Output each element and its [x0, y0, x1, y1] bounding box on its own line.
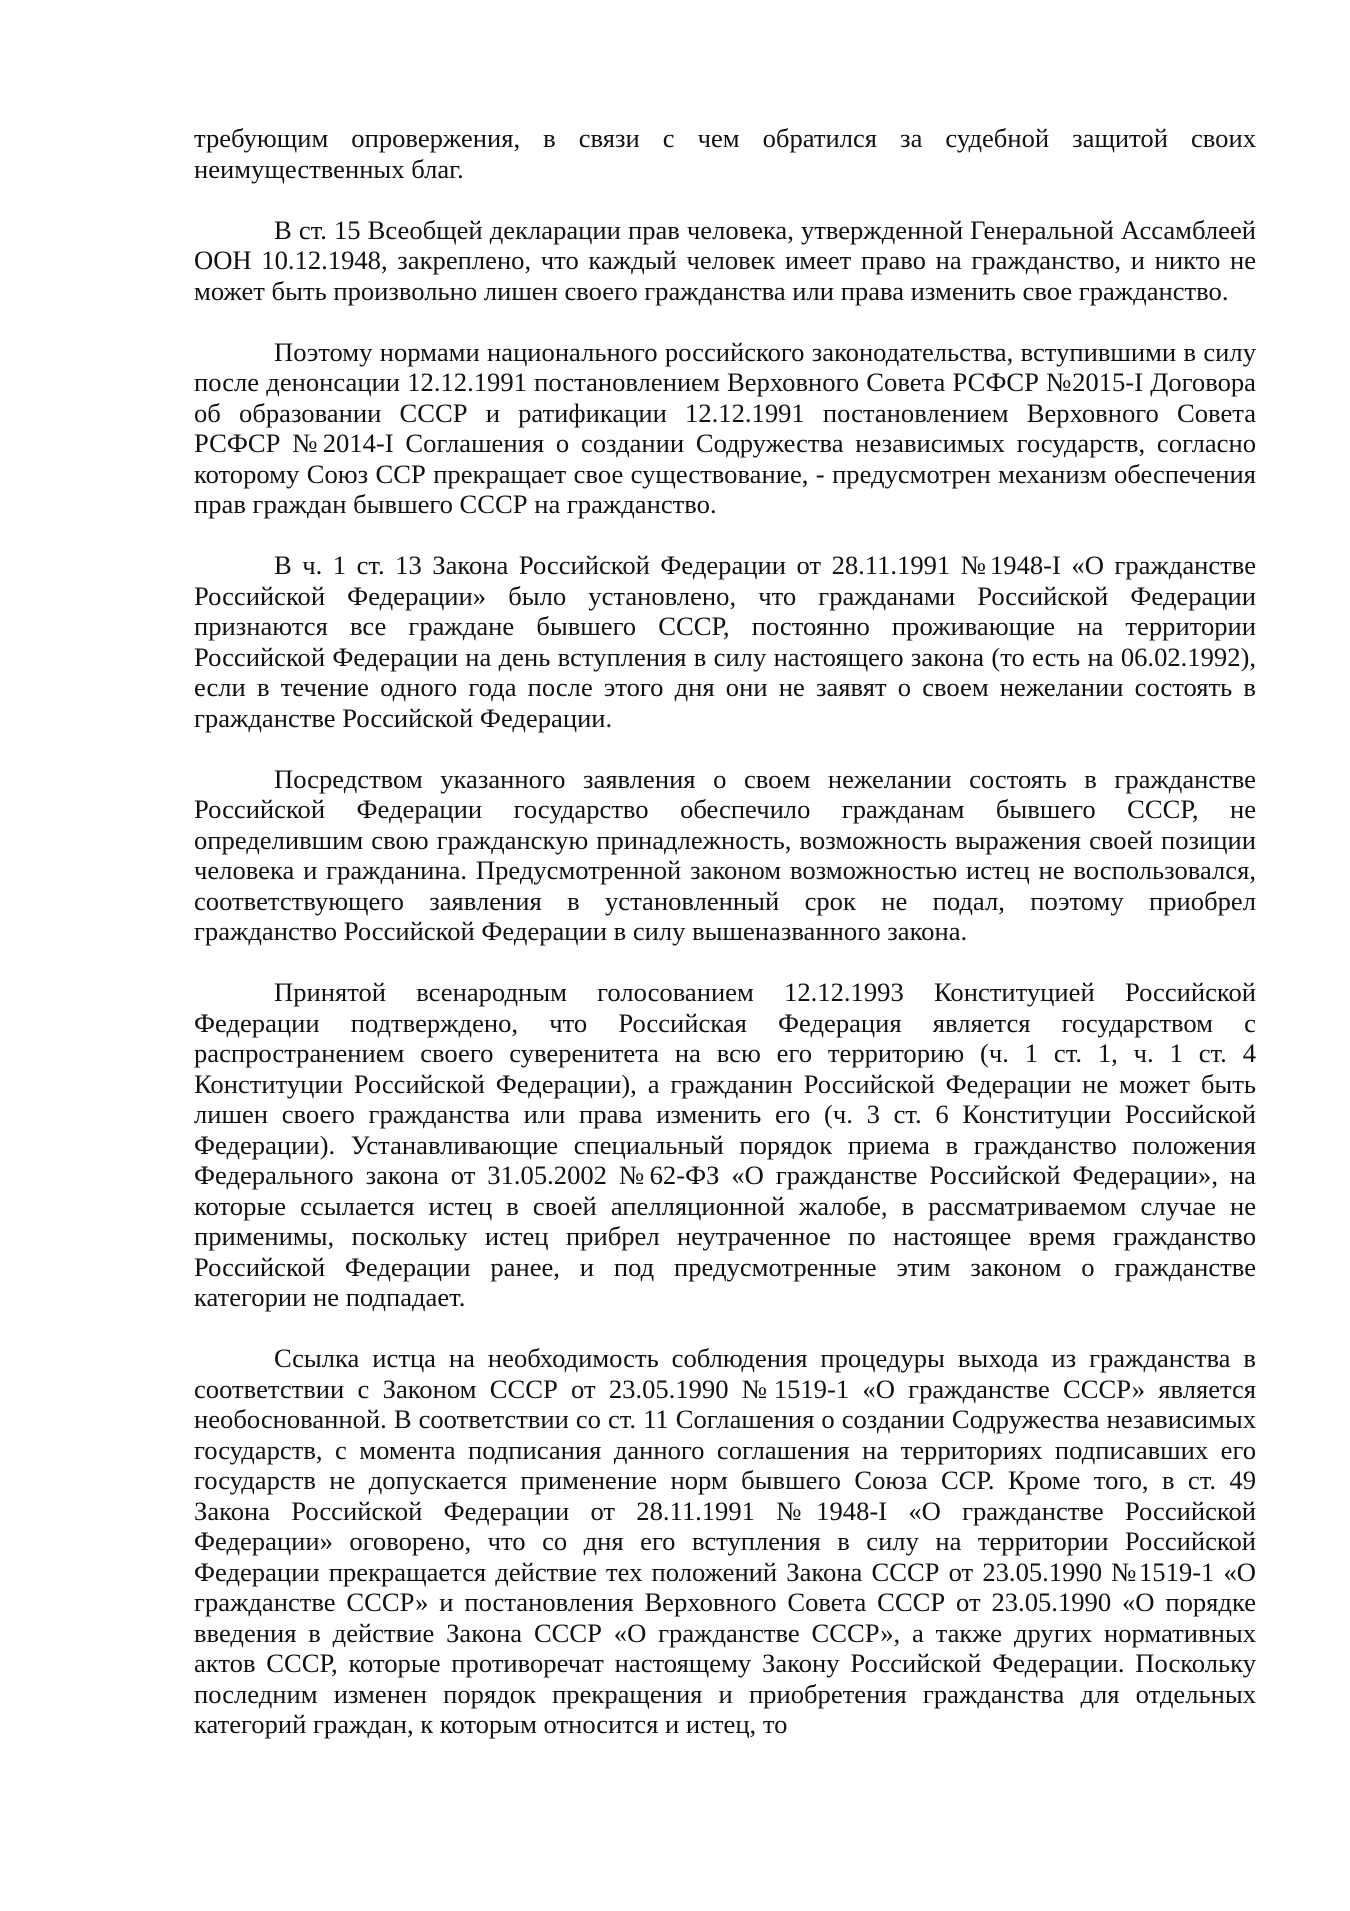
paragraph-6: Принятой всенародным голосованием 12.12.1993 Конституцией Российской Федерации подтверждено, что Российская Федерация является государством с распространением своего суверенитета на всю его территорию (ч. 1 ст. 1, ч. 1 ст. 4 Конституции Российской Федерации), а гражданин Российской Федерации не может быть лишен своего гражданства или права изменить его (ч. 3 ст. 6 Конституции Российской Федерации). Устанавливающие специальный порядок приема в гражданство положения Федерального закона от 31.05.2002 №62-ФЗ «О гражданстве Российской Федерации», на которые ссылается истец в своей апелляционной жалобе, в рассматриваемом случае не применимы, поскольку истец прибрел неутраченное по настоящее время гражданство Российской Федерации ранее, и под предусмотренные этим законом о гражданстве категории не подпадает. — [194, 977, 1256, 1312]
paragraph-4: В ч. 1 ст. 13 Закона Российской Федерации от 28.11.1991 №1948-I «О гражданстве Российской Федерации» было установлено, что гражданами Российской Федерации признаются все граждане бывшего СССР, постоянно проживающие на территории Российской Федерации на день вступления в силу настоящего закона (то есть на 06.02.1992), если в течение одного года после этого дня они не заявят о своем нежелании состоять в гражданстве Российской Федерации. — [194, 550, 1256, 733]
paragraph-5: Посредством указанного заявления о своем нежелании состоять в гражданстве Российской Федерации государство обеспечило гражданам бывшего СССР, не определившим свою гражданскую принадлежность, возможность выражения своей позиции человека и гражданина. Предусмотренной законом возможностью истец не воспользовался, соответствующего заявления в установленный срок не подал, поэтому приобрел гражданство Российской Федерации в силу вышеназванного закона. — [194, 763, 1256, 946]
paragraph-1: требующим опровержения, в связи с чем обратился за судебной защитой своих неимущественных благ. — [194, 123, 1256, 184]
paragraph-7: Ссылка истца на необходимость соблюдения процедуры выхода из гражданства в соответствии с Законом СССР от 23.05.1990 №1519-1 «О гражданстве СССР» является необоснованной. В соответствии со ст. 11 Соглашения о создании Содружества независимых государств, с момента подписания данного соглашения на территориях подписавших его государств не допускается применение норм бывшего Союза ССР. Кроме того, в ст. 49 Закона Российской Федерации от 28.11.1991 №1948-I «О гражданстве Российской Федерации» оговорено, что со дня его вступления в силу на территории Российской Федерации прекращается действие тех положений Закона СССР от 23.05.1990 №1519-1 «О гражданстве СССР» и постановления Верховного Совета СССР от 23.05.1990 «О порядке введения в действие Закона СССР «О гражданстве СССР», а также других нормативных актов СССР, которые противоречат настоящему Закону Российской Федерации. Поскольку последним изменен порядок прекращения и приобретения гражданства для отдельных категорий граждан, к которым относится и истец, то — [194, 1343, 1256, 1739]
document-body — [194, 123, 1256, 1740]
paragraph-2: В ст. 15 Всеобщей декларации прав человека, утвержденной Генеральной Ассамблеей ООН 10.12.1948, закреплено, что каждый человек имеет право на гражданство, и никто не может быть произвольно лишен своего гражданства или права изменить свое гражданство. — [194, 214, 1256, 306]
paragraph-3: Поэтому нормами национального российского законодательства, вступившими в силу после денонсации 12.12.1991 постановлением Верховного Совета РСФСР №2015-I Договора об образовании СССР и ратификации 12.12.1991 постановлением Верховного Совета РСФСР №2014-I Соглашения о создании Содружества независимых государств, согласно которому Союз ССР прекращает свое существование, - предусмотрен механизм обеспечения прав граждан бывшего СССР на гражданство. — [194, 336, 1256, 519]
